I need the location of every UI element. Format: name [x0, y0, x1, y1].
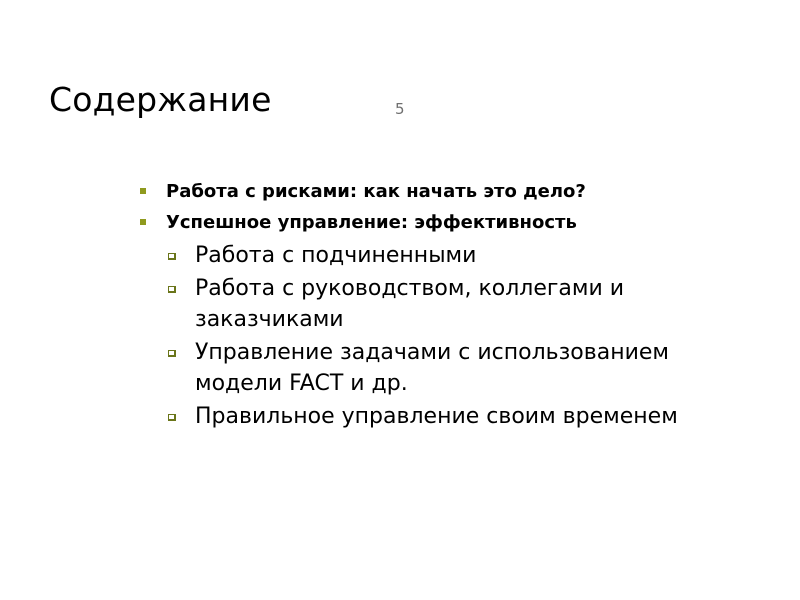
checkbox-bullet-icon	[168, 286, 176, 293]
checkbox-bullet-icon	[168, 414, 176, 421]
bullet-text: Успешное управление: эффективность	[166, 212, 577, 233]
square-bullet-icon	[140, 219, 146, 225]
bullet-list	[136, 176, 736, 238]
sub-bullet-item	[166, 337, 686, 399]
sub-bullet-text: Работа с подчиненными	[195, 243, 477, 268]
bullet-text: Работа с рисками: как начать это дело?	[166, 181, 586, 202]
sub-bullet-list	[166, 240, 686, 434]
bullet-item	[136, 176, 736, 207]
slide-title: Содержание	[49, 80, 272, 119]
checkbox-bullet-icon	[168, 253, 176, 260]
sub-bullet-text: Управление задачами с использованием модели FACT и др.	[195, 340, 670, 396]
sub-bullet-item	[166, 273, 686, 335]
sub-bullet-text: Работа с руководством, коллегами и заказчиками	[195, 276, 625, 332]
sub-bullet-item	[166, 240, 686, 271]
page-number: 5	[395, 100, 405, 118]
sub-bullet-item	[166, 401, 686, 432]
square-bullet-icon	[140, 188, 146, 194]
bullet-item	[136, 207, 736, 238]
sub-bullet-text: Правильное управление своим временем	[195, 404, 678, 429]
checkbox-bullet-icon	[168, 350, 176, 357]
